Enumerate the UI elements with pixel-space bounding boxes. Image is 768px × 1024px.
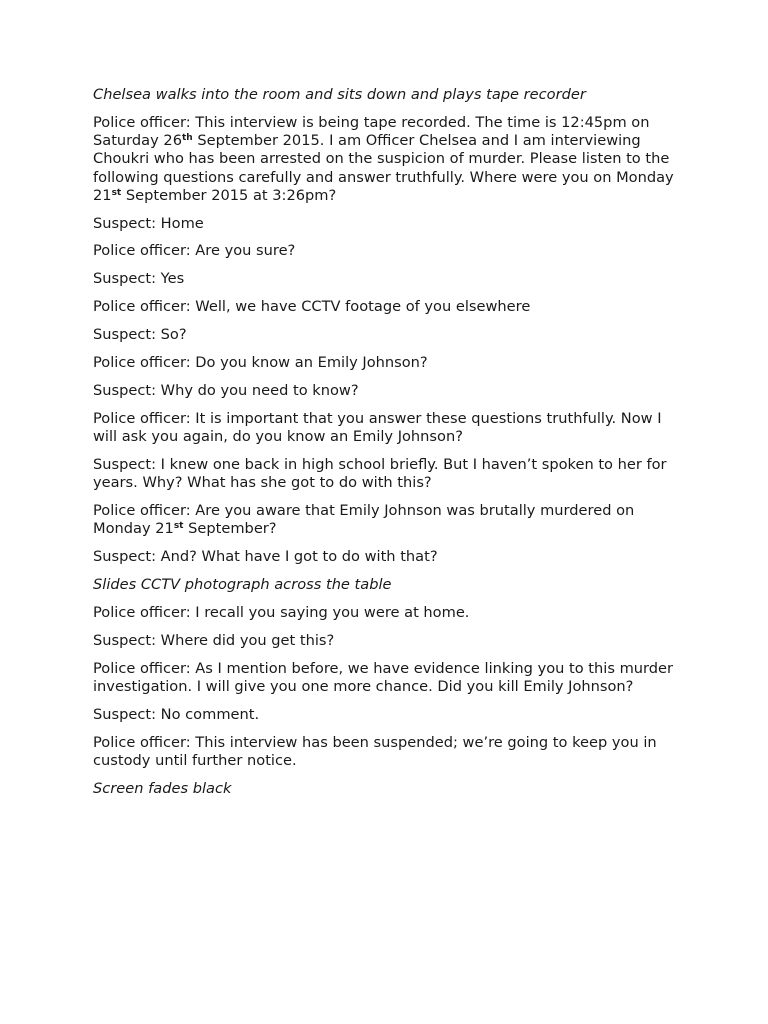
- ordinal-suffix-21st-second: st: [173, 521, 184, 532]
- stage-direction-cctv: Slides CCTV photograph across the table: [93, 576, 392, 593]
- suspect-line-7: Suspect: Where did you get this?: [93, 631, 335, 649]
- stage-direction-ending: Screen fades black: [93, 779, 232, 797]
- suspect-line-3: Suspect: So?: [93, 326, 187, 344]
- officer-line-1-part-b: September 2015. I am Officer Chelsea and I am interviewing Choukri who has been arrested on the suspicion of murder. Please listen to the following questions carefully and answer truthfully. Where were you on Monday 21: [93, 132, 674, 204]
- suspect-line-4: Suspect: Why do you need to know?: [93, 381, 359, 399]
- officer-line-2: Police officer: Are you sure?: [93, 242, 296, 260]
- ordinal-suffix-26th: th: [181, 133, 193, 144]
- suspect-line-2: Suspect: Yes: [93, 270, 185, 288]
- officer-line-1-part-a: Police officer: This interview is being tape recorded. The time is 12:45pm on Saturday 26: [93, 113, 650, 150]
- suspect-line-5: Suspect: I knew one back in high school briefly. But I haven’t spoken to her for years. Why? What has she got to do with this?: [93, 455, 667, 492]
- document-page: [93, 86, 683, 808]
- suspect-line-1: Suspect: Home: [93, 214, 204, 232]
- ordinal-suffix-21st: st: [111, 187, 122, 198]
- suspect-line-6: Suspect: And? What have I got to do with that?: [93, 548, 438, 566]
- officer-line-9: Police officer: This interview has been suspended; we’re going to keep you in custody until further notice.: [93, 733, 657, 769]
- officer-line-5: Police officer: It is important that you answer these questions truthfully. Now I will ask you again, do you know an Emily Johnson?: [93, 409, 662, 446]
- officer-line-3: Police officer: Well, we have CCTV footage of you elsewhere: [93, 298, 531, 316]
- officer-line-6-part-a: Police officer: Are you aware that Emily Johnson was brutally murdered on Monday 21: [93, 502, 635, 538]
- officer-line-1-part-c: September 2015 at 3:26pm?: [121, 186, 337, 204]
- officer-line-7: Police officer: I recall you saying you were at home.: [93, 603, 470, 621]
- officer-line-6: [93, 502, 683, 538]
- officer-line-4: Police officer: Do you know an Emily Johnson?: [93, 354, 428, 372]
- officer-line-1: [93, 114, 683, 205]
- stage-direction-opening: Chelsea walks into the room and sits down and plays tape recorder: [93, 86, 586, 103]
- officer-line-6-part-b: September?: [183, 520, 277, 538]
- suspect-line-8: Suspect: No comment.: [93, 705, 260, 723]
- officer-line-8: Police officer: As I mention before, we have evidence linking you to this murder investigation. I will give you one more chance. Did you kill Emily Johnson?: [93, 659, 674, 695]
